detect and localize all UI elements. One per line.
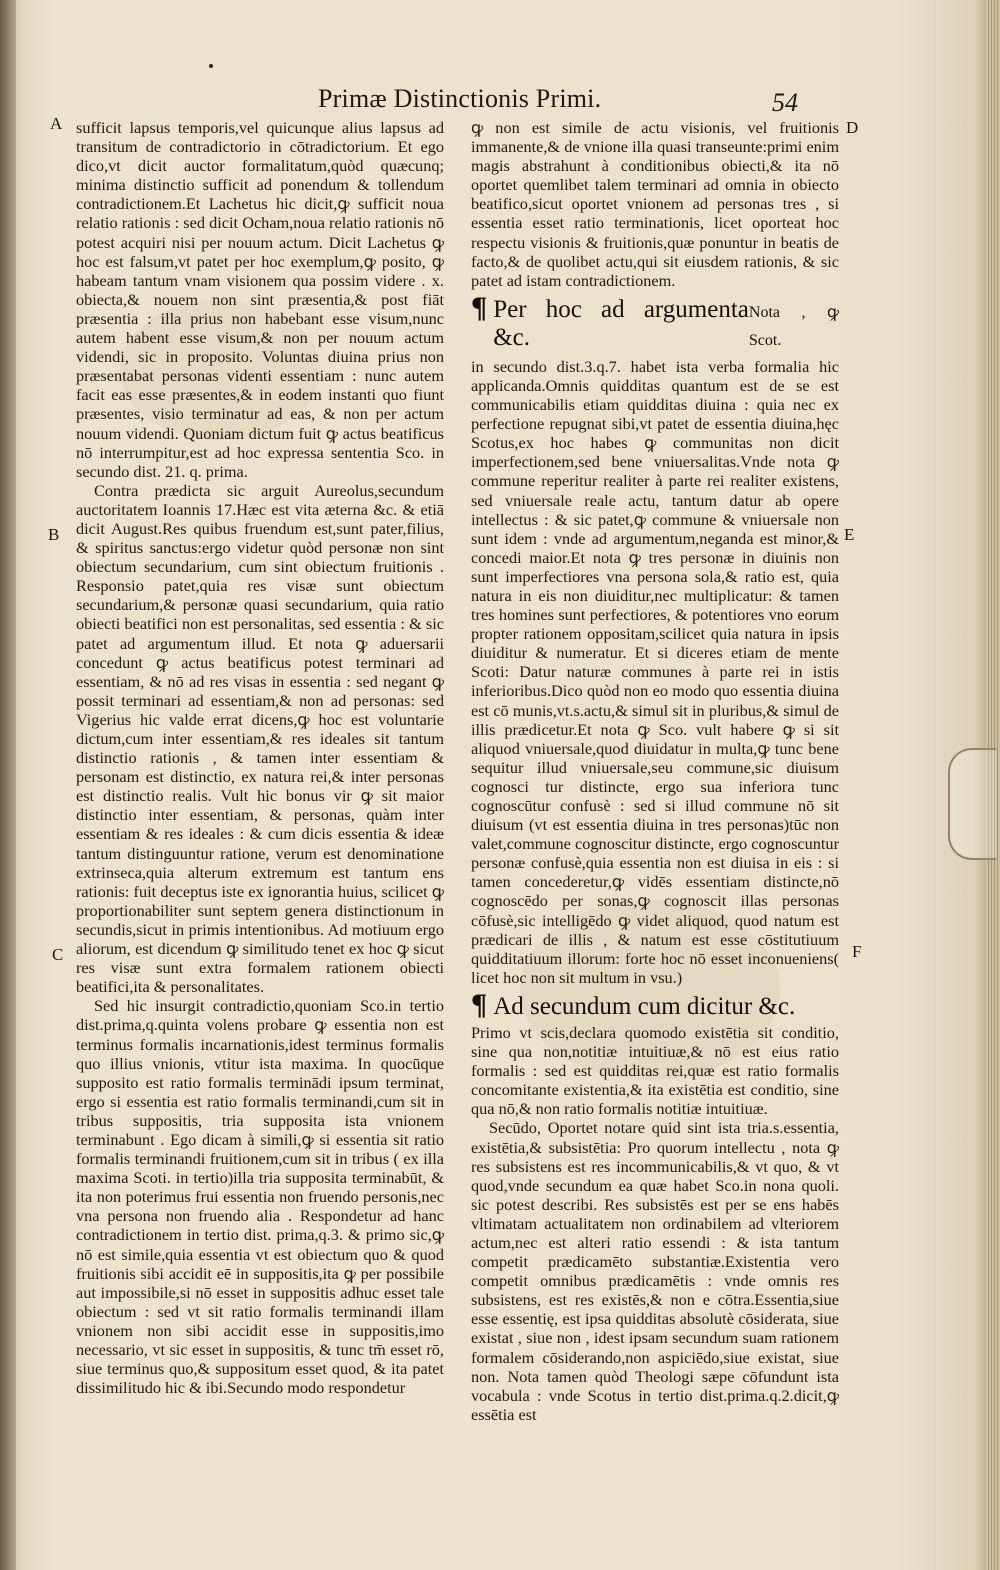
right-paragraph-4: Secūdo, Oportet notare quid sint ista tria.s.essentia, existētia,& subsistētia: Pro quorum intellectu , nota ꝙ res subsistens est res incommunicabilis,& vt quo, & vt quod,vnde secundum ea quæ habet Sco.in nona quoli. sic potest describi. Res subsistēs est per se ens habēs vltimatam actualitatem non ordinabilem ad vlteriorem actum,nec est alteri ratio essendi : & ista tantum competit prædicamēto substantiæ.Existentia vero competit omnibus prædicamētis : vnde omnis res subsistens, est res existēs,& non e cōtra.Essentia,siue esse essentię, est ipsa quidditas absolutè cōsiderata, siue existat , siue non , idest ipsam secundum suam rationem formalem cōsiderando,non aspiciēdo,siue existat, siue non. Nota tamen quòd Theologi sæpe cōfundunt ista vocabula : vnde Scotus in tertio dist.prima.q.2.dicit,ꝙ essētia est (471, 1118, 839, 1424)
margin-letter-c: C (52, 945, 64, 964)
page-clip (948, 748, 996, 860)
paragraph-mark-icon: ¶ (471, 987, 488, 1021)
left-paragraph-3: Sed hic insurgit contradictio,quoniam Sco.in tertio dist.prima,q.quinta volens probare ꝙ essentia non est terminus formalis incarnationis,idest terminus formalis quo illius vnionis, vtitur ista maxima. In quocūque supposito est ratio formalis terminādi ipsum terminat, ergo si essentia est ratio formalis terminandi,cum sit in tribus suppositis, tria supposita ista vnionem terminabunt . Ego dicam à simili,ꝙ si essentia sit ratio formalis terminandi fruitionem,cum sit in tribus ( ex illa maxima Scoti. in tertio)illa tria supposita terminabūt, & ita non poterimus frui essentia non fruendo personis,nec vna persona non fruendo alia . Respondetur ad hanc contradictionem in tertio dist. prima,q.3. & primo sic,ꝙ nō est simile,quia essentia vt est obiectum quo & quod fruitionis sibi accidit eē in suppositis,ita ꝙ per possibile aut impossibile,si nō esset in suppositis adhuc esset tale obiectum : sed vt sit ratio formalis terminandi illam vnionem non sibi accidit esse in suppositis,imo necessario, vt sic esset in suppositis, & tunc tm̄ esset rō, siue terminus quo,& suppositum esset quod, & ita patet dissimilitudo hic & ibi.Secundo modo respondetur (76, 996, 444, 1398)
section-heading-1 (471, 290, 839, 355)
paragraph-mark-icon: ¶ (471, 290, 488, 324)
left-paragraph-2: Contra prædicta sic arguit Aureolus,secundum auctoritatem Ioannis 17.Hæc est vita æterna &c. & etiā dicit August.Res quibus fruendum est,sunt pater,filius, & spiritus sanctus:ergo videtur quòd personæ non sint obiectum secundarium, cum sint obiectum fruitionis . Responsio patet,quia res visæ sunt obiectum secundarium,& personæ quasi secundarium, quia ratio obiecti beatifici non est personalitas, sed essentia : & sic patet ad argumentum illud. Et nota ꝙ aduersarii concedunt ꝙ actus beatificus potest terminari ad essentiam, & nō ad res visas in essentia : sed negant ꝙ possit terminari ad essentiam,& non ad personas: sed Vigerius hic valde errat dicens,ꝙ hoc est voluntarie dictum,cum inter essentiam,& res ideales sit tantum distinctio rationis , & tamen inter essentiam & personam est distinctio, ex natura rei,& inter personas est distinctio realis. Vult hic bonus vir ꝙ sit maior distinctio inter essentiam, & personas, quàm inter essentiam & res ideales : & cum dicis essentia & ideæ tantum distinguuntur ratione, verum est denominatione extrinseca,quia alterum extremum est tantum ens rationis: fuit deceptus iste ex ignorantia huius, scilicet ꝙ proportionabiliter sunt septem genera distinctionum in secundis,sicut in primis intentionibus. Ad motiuum ergo aliorum, est dicendum ꝙ similitudo tenet ex hoc ꝙ sicut res visæ sunt extra formalem rationem obiecti beatifici,ita & personalitates. (76, 480, 444, 997)
left-paragraph-1: sufficit lapsus temporis,vel quicunque alius lapsus ad transitum de contradictorio in cōtradictorium. Et ego dico,vt dicit auctor formalitatum,quòd quæcunq; minima distinctio sufficit ad ponendum & tollendum contradictionem.Et Lachetus hic dicit,ꝙ sufficit noua relatio rationis : sed dicit Ocham,noua relatio rationis nō potest acquiri nisi per nouum actum. Dicit Lachetus ꝙ hoc est falsum,vt patet per hoc exemplum,ꝙ posito, ꝙ habeam tantum vnam visionem qua possim videre . x. obiecta,& nouem non sint præsentia,& post fiāt præsentia : illa prius non habebant esse visum,nunc autem habent esse visum,& non per nouum actum videndi, sic in proposito. Voluntas diuina prius non præsentabat personas videnti essentiam : nunc autem facit eas esse præsentes,& in eodem instanti quo fiunt præsentes, visio terminatur ad eas, & non per actum nouum videndi. Quoniam dictum fuit ꝙ actus beatificus nō interrumpitur,est ad hoc expressa sententia Sco. in secundo dist. 21. q. prima. (76, 118, 444, 481)
section-heading-1-text: Per hoc ad argumenta &c. (493, 295, 749, 351)
right-paragraph-3: Primo vt scis,declara quomodo existētia sit conditio, sine qua non,notitiæ intuitiuæ,& nō est eius ratio formalis : sed est quidditas rei,quæ est ratio formalis concomitante existentia,& ita existētia est conditio, sine qua nō,& non ratio formalis notitiæ intuitiuæ. (471, 1022, 839, 1119)
binding-gutter (0, 0, 16, 1570)
section-heading-2-text: Ad secundum cum dicitur &c. (493, 992, 796, 1020)
folio-number: 54 (772, 88, 798, 117)
left-text-column (76, 118, 444, 1397)
section-heading-1-note: Nota , ꝙ Scot. (748, 303, 839, 349)
section-heading-2 (471, 987, 839, 1021)
right-paragraph-1: ꝙ non est simile de actu visionis, vel fruitionis immanente,& de vnione illa quasi transeunte:primi enim magis abstrahunt à conditionibus obiecti,& ita nō oportet quemlibet talem terminari ad omnia in obiecto beatifico,sicut oportet vnionem ad personas tres , si essentia esset ratio terminationis, licet oporteat hoc respectu visionis & fruitionis,quæ ponuntur in beatis de facto,& de quolibet actu,qui sit eiusdem rationis, & sic patet ad istam contradictionem. (471, 118, 839, 290)
right-paragraph-2: in secundo dist.3.q.7. habet ista verba formalia hic applicanda.Omnis quidditas quantum est de se est communicabilis etiam quidditas diuina : quia nec ex perfectione repugnat sibi,vt patet de essentia diuina,hęc Scotus,ex hoc habes ꝙ communitas non dicit imperfectionem,sed bene vniuersalitas.Vnde nota ꝙ commune reperitur realiter à parte rei realiter existens, sed vniuersale reale actu, tantum datur ab opere intellectus : & sic patet,ꝙ commune & vniuersale non sunt idem : vnde ad argumentum,neganda est minor,& concedi maior.Et nota ꝙ tres personæ in diuinis non sunt imperfectiores vna persona sola,& ratio est, quia natura in eis non diuiditur,nec multiplicatur: & tamen tres homines sunt perfectiores, & potentiores vno eorum propter rationem oppositam,scilicet quia natura in ipsis diuiditur & numeratur. Et si diceres etiam de mente Scoti: Datur naturæ communes à parte rei in istis inferioribus.Dico quòd non eo modo quo essentia diuina est cō munis,vt.s.actu,& simul sit in pluribus,& simul de illis prædicetur.Et nota ꝙ Sco. vult habere ꝙ si sit aliquod vniuersale,quod diuidatur in multa,ꝙ tunc bene sequitur illud vniuersale,seu commune,sic diuisum cognosci tur distincte, ergo sua inferiora tunc cognoscūtur confusè : sed si illud commune nō sit diuisum (vt est essentia diuina in tres personas)tūc non valet,commune cognoscitur distincte, ergo cognoscuntur personæ confusè,quia essentia non est diuisa in eis : si tamen concederetur,ꝙ vidēs essentiam distincte,nō cognoscēdo per sonas,ꝙ cognoscit illas personas cōfusè,sic intelligēdo ꝙ videt aliquod, quod natum est prædicari de illis , & natum est esse cōstitutiuum quidditatiuum illorum: forte hoc nō esset inconueniens( licet hoc non sit multum in vsu.) (471, 356, 839, 987)
running-head: Primæ Distinctionis Primi. (318, 84, 602, 113)
margin-letter-a: A (50, 114, 63, 133)
margin-letter-d: D (846, 118, 859, 137)
margin-letter-b: B (48, 525, 60, 544)
right-text-column (471, 118, 839, 1424)
ink-dot (209, 64, 213, 68)
margin-letter-f: F (852, 942, 862, 961)
margin-letter-e: E (844, 525, 855, 544)
